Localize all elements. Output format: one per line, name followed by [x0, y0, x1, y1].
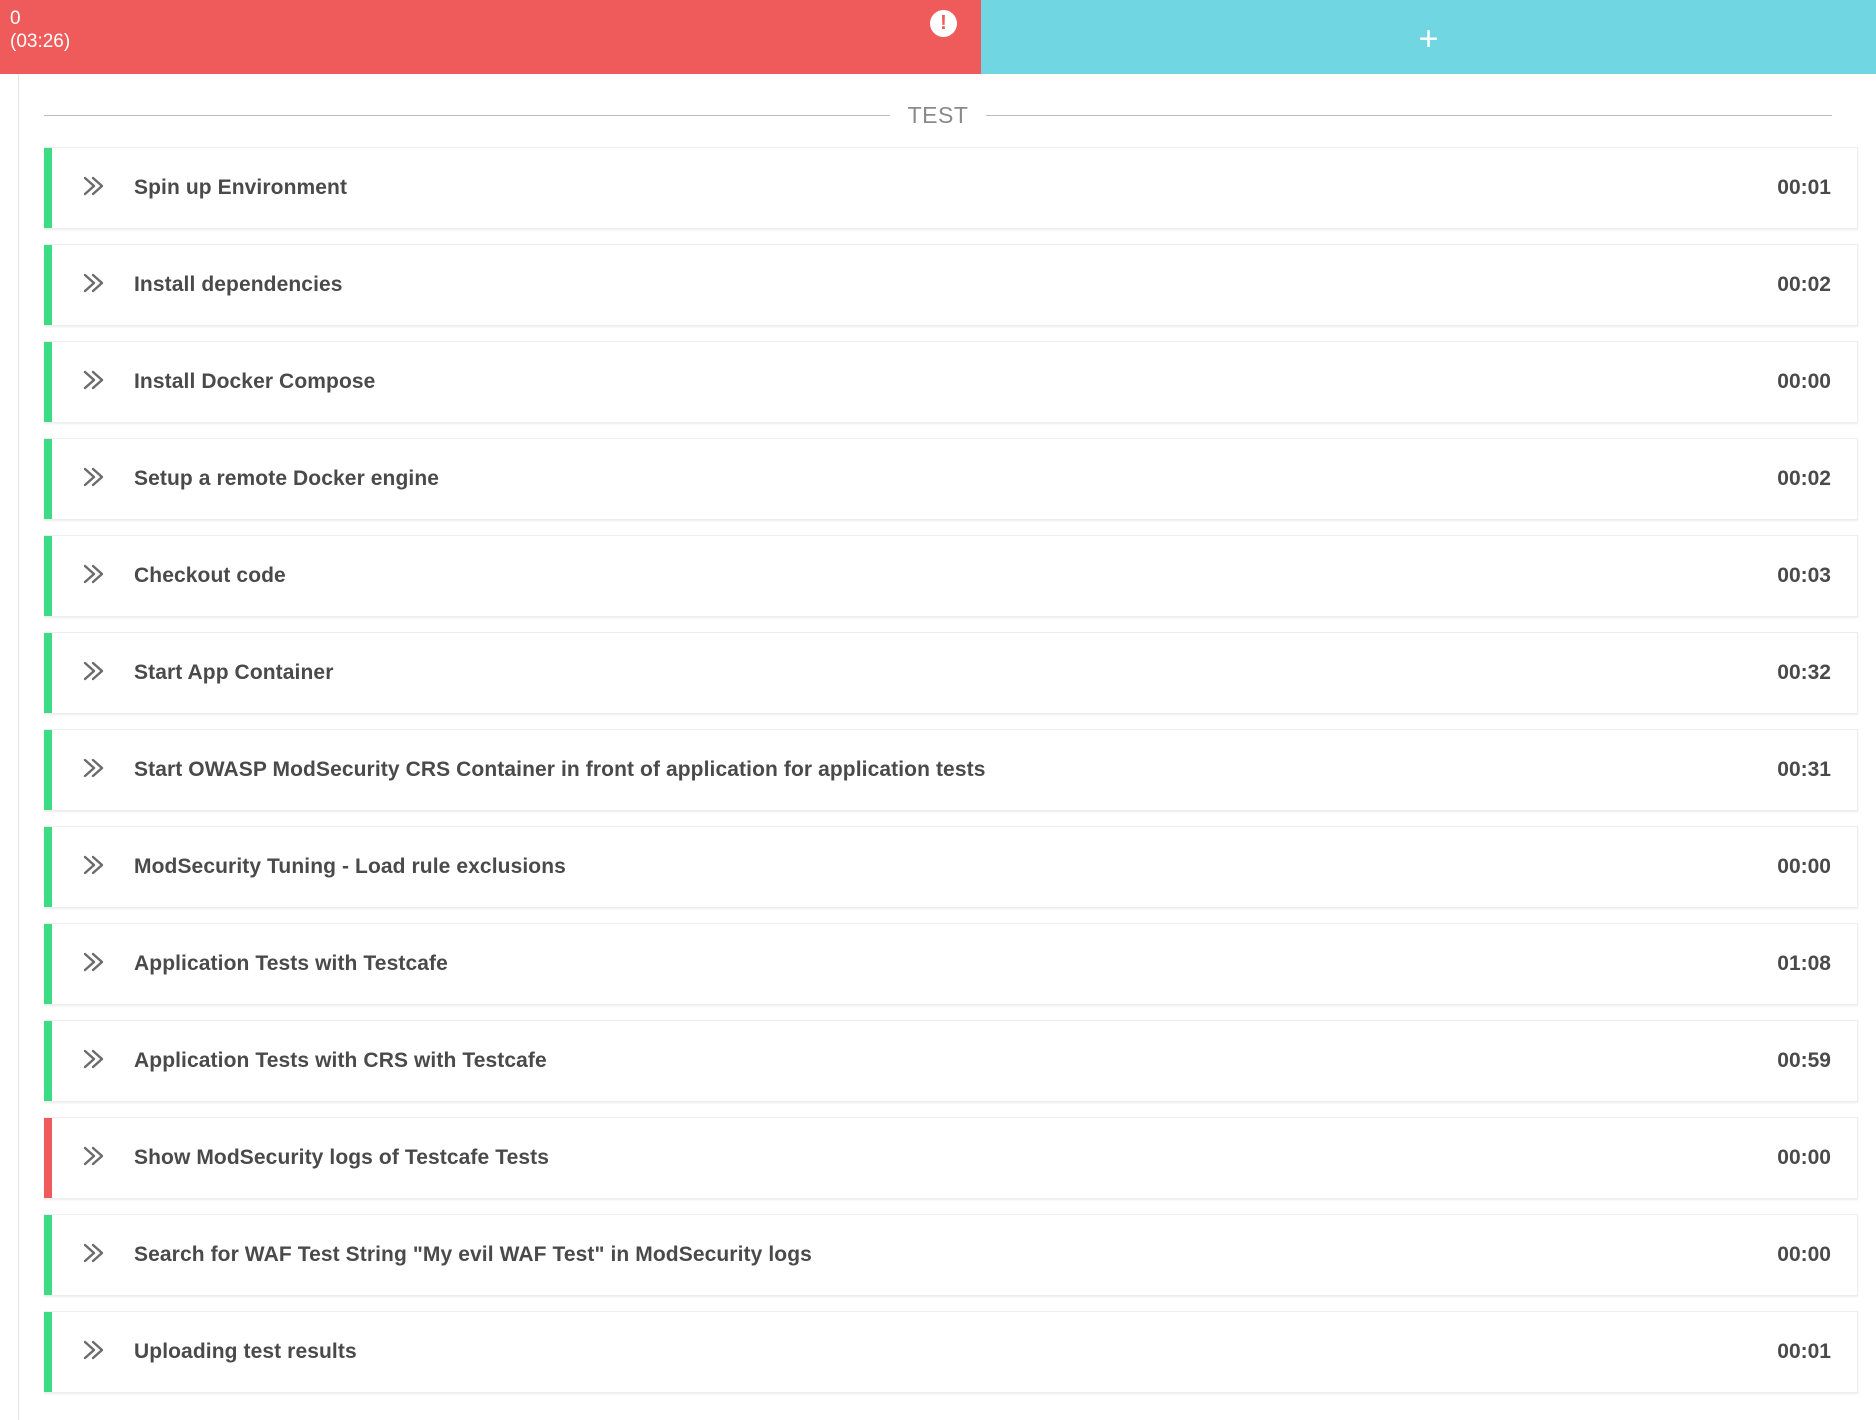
chevron-right-double-icon [78, 365, 108, 400]
chevron-right-double-icon [78, 753, 108, 788]
step-status-indicator [44, 633, 52, 713]
step-label: Setup a remote Docker engine [134, 467, 440, 490]
step-status-indicator [44, 342, 52, 422]
section-rule-right [986, 115, 1832, 116]
step-expand-toggle[interactable] [52, 1312, 134, 1392]
step-status-indicator [44, 536, 52, 616]
step-row[interactable] [44, 535, 1858, 617]
status-elapsed-time: (03:26) [10, 31, 71, 52]
step-label: Start OWASP ModSecurity CRS Container in front of application for application tests [134, 758, 986, 781]
step-duration: 00:00 [1777, 1146, 1831, 1169]
left-gutter-divider [18, 74, 19, 1420]
add-pipeline-button[interactable] [981, 0, 1876, 74]
chevron-right-double-icon [78, 1238, 108, 1273]
step-duration: 01:08 [1777, 952, 1831, 975]
step-row[interactable] [44, 729, 1858, 811]
chevron-right-double-icon [78, 947, 108, 982]
step-expand-toggle[interactable] [52, 1021, 134, 1101]
step-duration: 00:02 [1777, 273, 1831, 296]
step-duration: 00:32 [1777, 661, 1831, 684]
step-status-indicator [44, 1118, 52, 1198]
step-expand-toggle[interactable] [52, 536, 134, 616]
step-label: Install Docker Compose [134, 370, 376, 393]
plus-icon: + [1418, 20, 1439, 58]
step-status-indicator [44, 1215, 52, 1295]
topbar [0, 0, 1876, 74]
step-row[interactable] [44, 1214, 1858, 1296]
alert-exclamation-icon: ! [930, 10, 957, 37]
pipeline-content [0, 74, 1876, 1420]
step-expand-toggle[interactable] [52, 439, 134, 519]
chevron-right-double-icon [78, 559, 108, 594]
step-status-indicator [44, 245, 52, 325]
step-duration: 00:01 [1777, 1340, 1831, 1363]
step-label: Application Tests with CRS with Testcafe [134, 1049, 547, 1072]
step-label: ModSecurity Tuning - Load rule exclusions [134, 855, 566, 878]
chevron-right-double-icon [78, 1044, 108, 1079]
step-label: Spin up Environment [134, 176, 348, 199]
status-count: 0 [10, 8, 21, 29]
step-duration: 00:01 [1777, 176, 1831, 199]
step-row[interactable] [44, 826, 1858, 908]
step-expand-toggle[interactable] [52, 1215, 134, 1295]
step-duration: 00:03 [1777, 564, 1831, 587]
step-status-indicator [44, 1312, 52, 1392]
step-label: Search for WAF Test String "My evil WAF Test" in ModSecurity logs [134, 1243, 812, 1266]
step-row[interactable] [44, 1020, 1858, 1102]
chevron-right-double-icon [78, 462, 108, 497]
step-row[interactable] [44, 1311, 1858, 1393]
step-expand-toggle[interactable] [52, 633, 134, 713]
section-rule-left [44, 115, 890, 116]
step-label: Show ModSecurity logs of Testcafe Tests [134, 1146, 550, 1169]
step-row[interactable] [44, 341, 1858, 423]
chevron-right-double-icon [78, 1141, 108, 1176]
chevron-right-double-icon [78, 268, 108, 303]
section-header [0, 102, 1876, 129]
step-duration: 00:31 [1777, 758, 1831, 781]
step-row[interactable] [44, 147, 1858, 229]
steps-list [0, 147, 1876, 1393]
step-duration: 00:00 [1777, 1243, 1831, 1266]
step-label: Install dependencies [134, 273, 343, 296]
step-expand-toggle[interactable] [52, 827, 134, 907]
step-row[interactable] [44, 438, 1858, 520]
step-expand-toggle[interactable] [52, 245, 134, 325]
step-label: Start App Container [134, 661, 334, 684]
step-expand-toggle[interactable] [52, 730, 134, 810]
pipeline-status-tile[interactable] [0, 0, 981, 74]
step-status-indicator [44, 730, 52, 810]
step-row[interactable] [44, 244, 1858, 326]
step-duration: 00:00 [1777, 370, 1831, 393]
step-expand-toggle[interactable] [52, 1118, 134, 1198]
step-status-indicator [44, 148, 52, 228]
step-status-indicator [44, 924, 52, 1004]
chevron-right-double-icon [78, 656, 108, 691]
chevron-right-double-icon [78, 1335, 108, 1370]
step-status-indicator [44, 827, 52, 907]
step-row[interactable] [44, 632, 1858, 714]
step-duration: 00:02 [1777, 467, 1831, 490]
chevron-right-double-icon [78, 850, 108, 885]
section-title: TEST [907, 102, 969, 128]
step-label: Checkout code [134, 564, 286, 587]
step-duration: 00:59 [1777, 1049, 1831, 1072]
step-row[interactable] [44, 1117, 1858, 1199]
step-expand-toggle[interactable] [52, 342, 134, 422]
step-status-indicator [44, 1021, 52, 1101]
step-status-indicator [44, 439, 52, 519]
step-label: Application Tests with Testcafe [134, 952, 448, 975]
step-row[interactable] [44, 923, 1858, 1005]
chevron-right-double-icon [78, 171, 108, 206]
step-expand-toggle[interactable] [52, 924, 134, 1004]
step-label: Uploading test results [134, 1340, 357, 1363]
step-duration: 00:00 [1777, 855, 1831, 878]
step-expand-toggle[interactable] [52, 148, 134, 228]
